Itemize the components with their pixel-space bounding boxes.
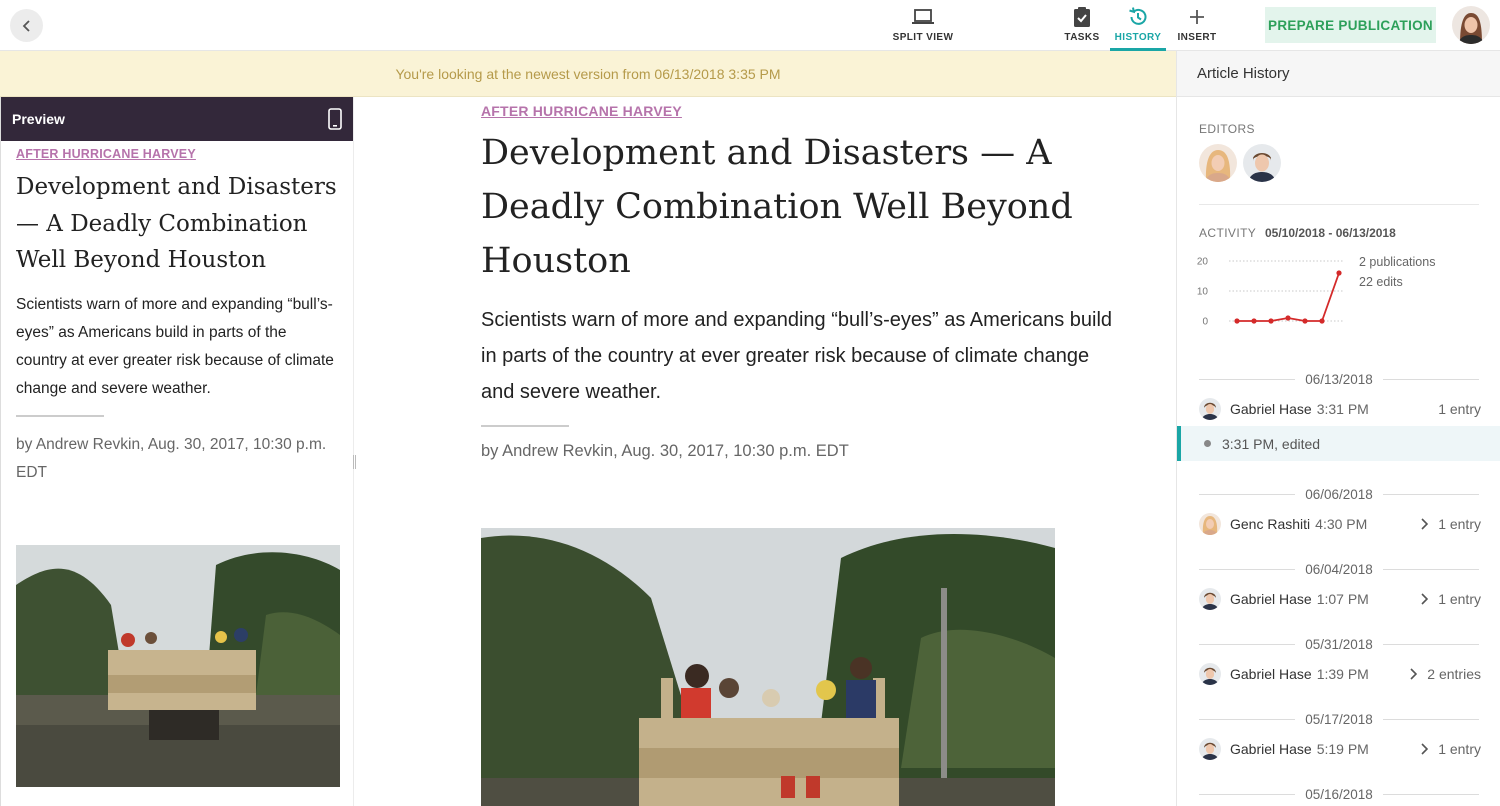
chart-y-tick-label: 0 (1202, 316, 1208, 328)
bullet-icon (1204, 440, 1211, 447)
entry-count: 1 entry (1438, 401, 1481, 417)
date-separator: 06/13/2018 (1199, 371, 1479, 387)
entry-author: Gabriel Hase (1230, 741, 1312, 757)
entry-time: 1:07 PM (1316, 591, 1369, 607)
preview-kicker-link[interactable]: AFTER HURRICANE HARVEY (16, 147, 196, 161)
chevron-right-icon (1420, 743, 1428, 755)
avatar (1199, 513, 1221, 535)
editors-divider (1199, 204, 1479, 205)
preview-divider (16, 415, 104, 417)
activity-label: ACTIVITY (1199, 226, 1257, 240)
chart-point (1268, 318, 1273, 323)
prepare-publication-button[interactable]: PREPARE PUBLICATION (1265, 7, 1436, 43)
editors-label: EDITORS (1199, 122, 1255, 136)
insert-button[interactable] (1174, 6, 1220, 51)
entry-count: 1 entry (1438, 591, 1481, 607)
tasks-button[interactable] (1062, 6, 1102, 51)
preview-pane (0, 97, 354, 806)
entry-time: 5:19 PM (1316, 741, 1369, 757)
avatar (1199, 738, 1221, 760)
mobile-phone-icon[interactable] (328, 108, 342, 130)
version-notice: You're looking at the newest version from 06/13/2018 3:35 PM (0, 51, 1176, 97)
date-separator: 06/04/2018 (1199, 561, 1479, 577)
split-view-label: SPLIT VIEW (892, 32, 954, 43)
preview-header (1, 97, 353, 141)
chart-point (1302, 318, 1307, 323)
avatar (1199, 398, 1221, 420)
insert-label: INSERT (1177, 32, 1217, 43)
clipboard-check-icon (1072, 6, 1092, 28)
chart-point (1336, 270, 1341, 275)
plus-icon (1188, 8, 1206, 26)
article-history-panel (1176, 51, 1500, 806)
entry-time: 3:31 PM (1316, 401, 1369, 417)
chart-point (1285, 315, 1290, 320)
chart-point (1251, 318, 1256, 323)
preview-photo (16, 545, 340, 787)
entry-count: 1 entry (1438, 516, 1481, 532)
history-label: HISTORY (1114, 32, 1162, 43)
history-entry-0604[interactable] (1199, 586, 1481, 612)
publications-count: 2 publications (1359, 255, 1436, 269)
chart-point (1234, 318, 1239, 323)
chevron-left-icon (20, 19, 34, 33)
entry-count: 2 entries (1427, 666, 1481, 682)
entry-author: Gabriel Hase (1230, 401, 1312, 417)
chart-y-tick-label: 20 (1196, 256, 1208, 268)
activity-date-range: 05/10/2018 - 06/13/2018 (1265, 226, 1396, 240)
article-photo[interactable] (481, 528, 1055, 806)
date-separator: 05/17/2018 (1199, 711, 1479, 727)
split-view-button[interactable] (890, 6, 956, 51)
entry-author: Genc Rashiti (1230, 516, 1311, 532)
preview-byline: by Andrew Revkin, Aug. 30, 2017, 10:30 p.m. EDT (16, 436, 327, 481)
preview-headline: Development and Disasters — A Deadly Combination Well Beyond Houston (16, 174, 337, 273)
history-entry-0606[interactable] (1199, 511, 1481, 537)
entry-count: 1 entry (1438, 741, 1481, 757)
history-entry-0517[interactable] (1199, 736, 1481, 762)
history-entry-0613[interactable] (1199, 396, 1481, 422)
version-label: 3:31 PM, edited (1222, 435, 1321, 452)
history-tab[interactable] (1110, 6, 1166, 51)
history-icon (1127, 6, 1149, 28)
avatar (1199, 663, 1221, 685)
date-separator: 06/06/2018 (1199, 486, 1479, 502)
activity-stats (1359, 252, 1435, 292)
article-kicker-link[interactable]: AFTER HURRICANE HARVEY (481, 103, 682, 119)
chevron-right-icon (1420, 518, 1428, 530)
top-toolbar (0, 0, 1500, 51)
user-avatar[interactable] (1452, 6, 1490, 44)
editor-avatar-genc[interactable] (1199, 144, 1237, 182)
article-headline[interactable]: Development and Disasters — A Deadly Combination Well Beyond Houston (481, 133, 1073, 281)
edits-count: 22 edits (1359, 275, 1403, 289)
entry-author: Gabriel Hase (1230, 591, 1312, 607)
article-divider (481, 425, 569, 427)
chevron-right-icon (1409, 668, 1417, 680)
chart-y-tick-label: 10 (1196, 286, 1208, 298)
history-entry-0531[interactable] (1199, 661, 1481, 687)
entry-time: 4:30 PM (1315, 516, 1368, 532)
tasks-label: TASKS (1064, 32, 1100, 43)
entry-author: Gabriel Hase (1230, 666, 1312, 682)
history-panel-title: Article History (1177, 51, 1500, 97)
chart-series-line (1237, 273, 1339, 321)
back-button[interactable] (10, 9, 43, 42)
date-separator: 05/16/2018 (1199, 786, 1479, 802)
preview-dek: Scientists warn of more and expanding “bull’s-eyes” as Americans build in parts of the country at ever greater risk because of climate change and severe weather. (16, 296, 334, 397)
pane-resize-handle[interactable] (353, 455, 356, 469)
entry-time: 1:39 PM (1316, 666, 1369, 682)
article-dek[interactable]: Scientists warn of more and expanding “bull’s-eyes” as Americans build in parts of the country at ever greater risk because of climate change and severe weather. (481, 309, 1113, 403)
chevron-right-icon (1420, 593, 1428, 605)
avatar (1199, 588, 1221, 610)
activity-chart (1191, 249, 1351, 339)
editor-avatar-gabriel[interactable] (1243, 144, 1281, 182)
article-byline[interactable]: by Andrew Revkin, Aug. 30, 2017, 10:30 p.m. EDT (481, 442, 849, 460)
preview-title: Preview (12, 111, 65, 127)
chart-point (1319, 318, 1324, 323)
date-separator: 05/31/2018 (1199, 636, 1479, 652)
laptop-icon (911, 8, 935, 26)
selected-version-entry[interactable] (1177, 426, 1500, 461)
